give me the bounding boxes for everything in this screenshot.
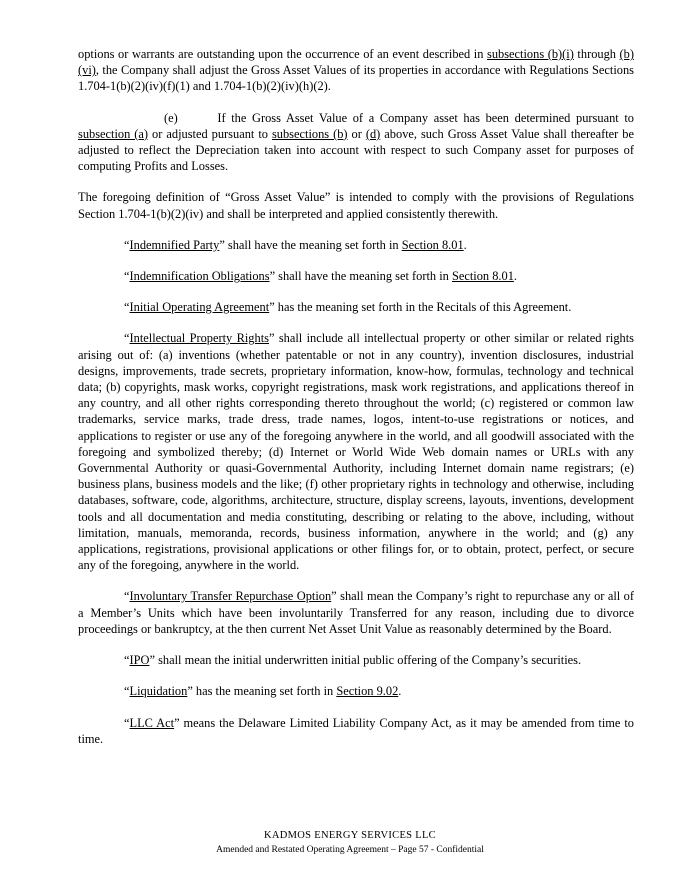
section-9-02-reference: Section 9.02 [336, 684, 399, 699]
subsection-a-reference: subsection (a) [78, 126, 149, 141]
definition-intellectual-property-rights: “Intellectual Property Rights” shall include all intellectual property or other similar or related rights arising out of: (a) inventions (whether patentable or not in any country), invention disclosures, industrial designs, improvements, trade secrets, proprietary information, know-how, formulas, technology and technical data; (b) copyrights, mask works, copyright registrations, mask work registrations, and applications thereof in any country, and all other rights corresponding thereto throughout the world; (c) registered or common law trademarks, service marks, trade dress, trade names, logos, intent-to-use registrations or notices, and applications to register or use any of the foregoing anywhere in the world, and all goodwill associated with the foregoing and symbolized thereby; (d) Internet or World Wide Web domain names or URLs with any Governmental Authority or quasi-Governmental Authority, including Internet domain name registrars; (e) business plans, business models and the like; (f) other proprietary rights in technology and otherwise, including databases, software, code, algorithms, architecture, structure, display screens, layouts, inventions, development tools and all documentation and media constituting, describing or relating to the above, including, without limitation, manuals, memoranda, records, business information, anywhere in the world; and (g) any applications, registrations, provisional applications or other filings for, or to obtain, protect, perfect, or secure any of the foregoing, anywhere in the world. [78, 331, 634, 573]
paragraph-gross-asset-d-continued: options or warrants are outstanding upon the occurrence of an event described in subsections (b)(i) through (b)(vi), the Company shall adjust the Gross Asset Values of its properties in accordance with Regulations Sections 1.704-1(b)(2)(iv)(f)(1) and 1.704-1(b)(2)(iv)(h)(2). [78, 47, 634, 94]
paragraph-gross-asset-e: (e) If the Gross Asset Value of a Company asset has been determined pursuant to subsection (a) or adjusted pursuant to subsections (b) or (d) above, such Gross Asset Value shall thereafter be adjusted to reflect the Depreciation taken into account with respect to such Company asset for purposes of computing Profits and Losses. [78, 110, 634, 174]
definition-llc-act: “LLC Act” means the Delaware Limited Liability Company Act, as it may be amended from time to time. [78, 715, 634, 746]
definition-indemnification-obligations: “Indemnification Obligations” shall have the meaning set forth in Section 8.01. [124, 269, 517, 284]
footer-company-name: KADMOS ENERGY SERVICES LLC [264, 830, 436, 841]
subsection-d-reference: (d) [365, 126, 381, 141]
definition-initial-operating-agreement: “Initial Operating Agreement” has the meaning set forth in the Recitals of this Agreement. [124, 300, 572, 315]
definition-ipo: “IPO” shall mean the initial underwritten initial public offering of the Company’s securities. [124, 653, 582, 668]
defined-term: Initial Operating Agreement [129, 300, 270, 315]
subsections-b-i-reference: subsections (b)(i) [487, 47, 574, 61]
subsections-b-reference: subsections (b) [271, 126, 348, 141]
subsection-b-vi-reference: (b)(vi) [78, 47, 634, 78]
definition-indemnified-party: “Indemnified Party” shall have the meaning set forth in Section 8.01. [124, 237, 467, 252]
document-body [78, 46, 634, 762]
defined-term: Indemnified Party [129, 237, 220, 252]
section-8-01-reference: Section 8.01 [401, 237, 464, 252]
defined-term: IPO [129, 653, 150, 668]
defined-term: Intellectual Property Rights [129, 331, 269, 346]
paragraph-gross-asset-compliance: The foregoing definition of “Gross Asset Value” is intended to comply with the provisions of Regulations Section 1.704-1(b)(2)(iv) and shall be interpreted and applied consistently therewith. [78, 190, 634, 221]
definition-involuntary-transfer-repurchase-option: “Involuntary Transfer Repurchase Option” shall mean the Company’s right to repurchase any or all of a Member’s Units which have been involuntarily Transferred for any reason, including due to divorce proceedings or bankruptcy, at the then current Net Asset Unit Value as reasonably determined by the Board. [78, 589, 634, 636]
defined-term: LLC Act [129, 715, 175, 730]
definition-liquidation: “Liquidation” has the meaning set forth in Section 9.02. [124, 684, 402, 699]
page-footer [0, 829, 700, 857]
section-8-01-reference: Section 8.01 [451, 269, 514, 284]
defined-term: Indemnification Obligations [129, 269, 270, 284]
defined-term: Liquidation [129, 684, 188, 699]
footer-document-info: Amended and Restated Operating Agreement – Page 57 - Confidential [216, 845, 484, 855]
defined-term: Involuntary Transfer Repurchase Option [129, 589, 332, 604]
